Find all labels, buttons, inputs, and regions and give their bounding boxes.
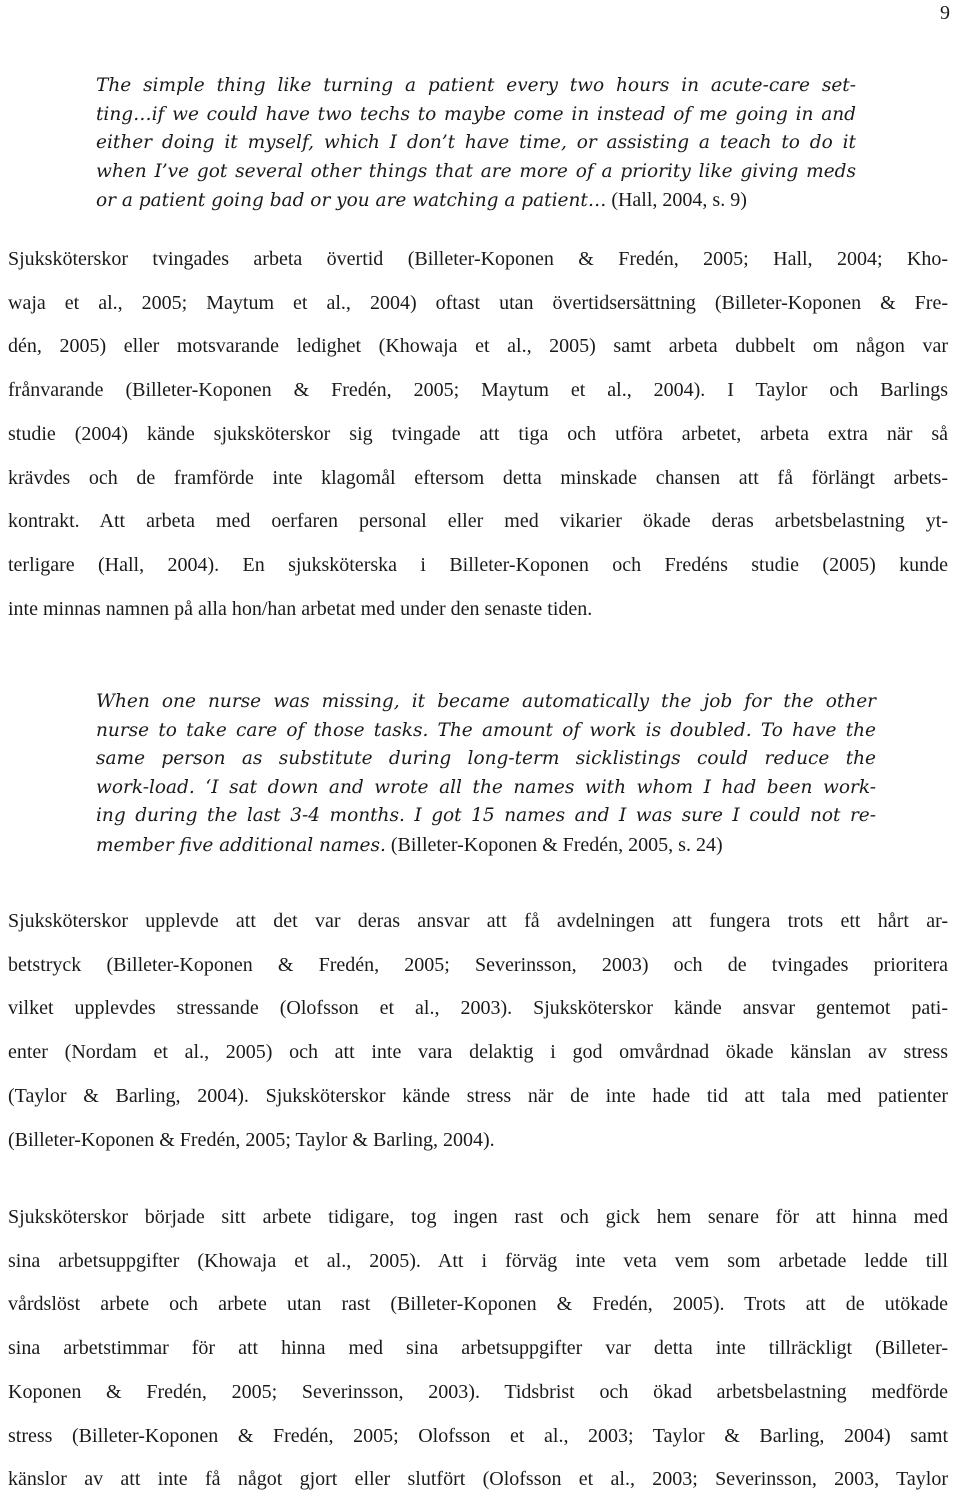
paragraph-responsibility	[8, 900, 948, 1162]
paragraph-line: kontrakt. Att arbeta med oerfaren personal eller med vikarier ökade deras arbetsbelastning yt-	[8, 510, 948, 533]
quote-line: ting…if we could have two techs to maybe come in instead of me going in and	[96, 103, 856, 125]
quote-line: work-load. ‘I sat down and wrote all the names with whom I had been work-	[96, 776, 876, 798]
paragraph-line: sina arbetsuppgifter (Khowaja et al., 2005). Att i förväg inte veta vem som arbetade ledde till	[8, 1249, 948, 1272]
quote-line: nurse to take care of those tasks. The amount of work is doubled. To have the	[96, 719, 876, 741]
quote-line: ing during the last 3-4 months. I got 15 names and I was sure I could not re-	[96, 805, 876, 827]
paragraph-line: enter (Nordam et al., 2005) och att inte vara delaktig i god omvårdnad ökade känslan av stress	[8, 1041, 948, 1064]
paragraph-line: känslor av att inte få något gjort eller slutfört (Olofsson et al., 2003; Severinsson, 2003, Taylor	[8, 1468, 948, 1491]
paragraph-line: Koponen & Fredén, 2005; Severinsson, 2003). Tidsbrist och ökad arbetsbelastning medförde	[8, 1380, 948, 1403]
quote-line: When one nurse was missing, it became automatically the job for the other	[96, 691, 876, 712]
paragraph-worktime	[8, 1196, 948, 1502]
paragraph-line: studie (2004) kände sjuksköterskor sig tvingade att tiga och utföra arbetet, arbeta extra när så	[8, 422, 948, 445]
quote-text: member five additional names.	[96, 834, 386, 856]
quote-text: or a patient going bad or you are watching a patient…	[96, 190, 607, 212]
paragraph-line: betstryck (Billeter-Koponen & Fredén, 2005; Severinsson, 2003) och de tvingades prioritera	[8, 953, 948, 976]
quote-line: same person as substitute during long-term sicklistings could reduce the	[96, 748, 876, 770]
page-number: 9	[940, 2, 950, 24]
paragraph-line: waja et al., 2005; Maytum et al., 2004) oftast utan övertidsersättning (Billeter-Koponen & Fre-	[8, 291, 948, 314]
paragraph-line: stress (Billeter-Koponen & Fredén, 2005; Olofsson et al., 2003; Taylor & Barling, 2004) samt	[8, 1424, 948, 1447]
paragraph-line: dén, 2005) eller motsvarande ledighet (Khowaja et al., 2005) samt arbeta dubbelt om någon var	[8, 335, 948, 358]
paragraph-line: vårdslöst arbete och arbete utan rast (Billeter-Koponen & Fredén, 2005). Trots att de utökade	[8, 1293, 948, 1316]
paragraph-line: (Taylor & Barling, 2004). Sjuksköterskor kände stress när de inte hade tid att tala med patienter	[8, 1084, 948, 1107]
block-quote-billeter	[96, 688, 876, 861]
quote-citation: (Billeter-Koponen & Fredén, 2005, s. 24)	[385, 833, 723, 856]
paragraph-line: vilket upplevdes stressande (Olofsson et al., 2003). Sjuksköterskor kände ansvar gentemot pati-	[8, 997, 948, 1020]
quote-line: when I’ve got several other things that are more of a priority like giving meds	[96, 160, 856, 182]
block-quote-hall	[96, 72, 856, 216]
quote-citation: (Hall, 2004, s. 9)	[606, 189, 747, 212]
paragraph-line: (Billeter-Koponen & Fredén, 2005; Taylor & Barling, 2004).	[8, 1128, 495, 1151]
quote-last-line	[96, 831, 876, 861]
paragraph-line: Sjuksköterskor började sitt arbete tidigare, tog ingen rast och gick hem senare för att hinna med	[8, 1206, 948, 1228]
paragraph-line: Sjuksköterskor upplevde att det var deras ansvar att få avdelningen att fungera trots ett hårt ar-	[8, 910, 948, 932]
paragraph-overtime	[8, 238, 948, 631]
paragraph-line: frånvarande (Billeter-Koponen & Fredén, 2005; Maytum et al., 2004). I Taylor och Barlings	[8, 379, 948, 402]
quote-line: either doing it myself, which I don’t have time, or assisting a teach to do it	[96, 132, 856, 154]
quote-line: The simple thing like turning a patient every two hours in acute-care set-	[96, 75, 856, 96]
paragraph-line: Sjuksköterskor tvingades arbeta övertid (Billeter-Koponen & Fredén, 2005; Hall, 2004; Kho-	[8, 248, 948, 270]
paragraph-line: sina arbetstimmar för att hinna med sina arbetsuppgifter var detta inte tillräckligt (Billeter-	[8, 1337, 948, 1360]
quote-last-line	[96, 186, 856, 216]
paragraph-line: terligare (Hall, 2004). En sjuksköterska i Billeter-Koponen och Fredéns studie (2005) kunde	[8, 553, 948, 576]
paragraph-line: inte minnas namnen på alla hon/han arbetat med under den senaste tiden.	[8, 597, 593, 620]
paragraph-line: krävdes och de framförde inte klagomål eftersom detta minskade chansen att få förlängt arbets-	[8, 466, 948, 489]
